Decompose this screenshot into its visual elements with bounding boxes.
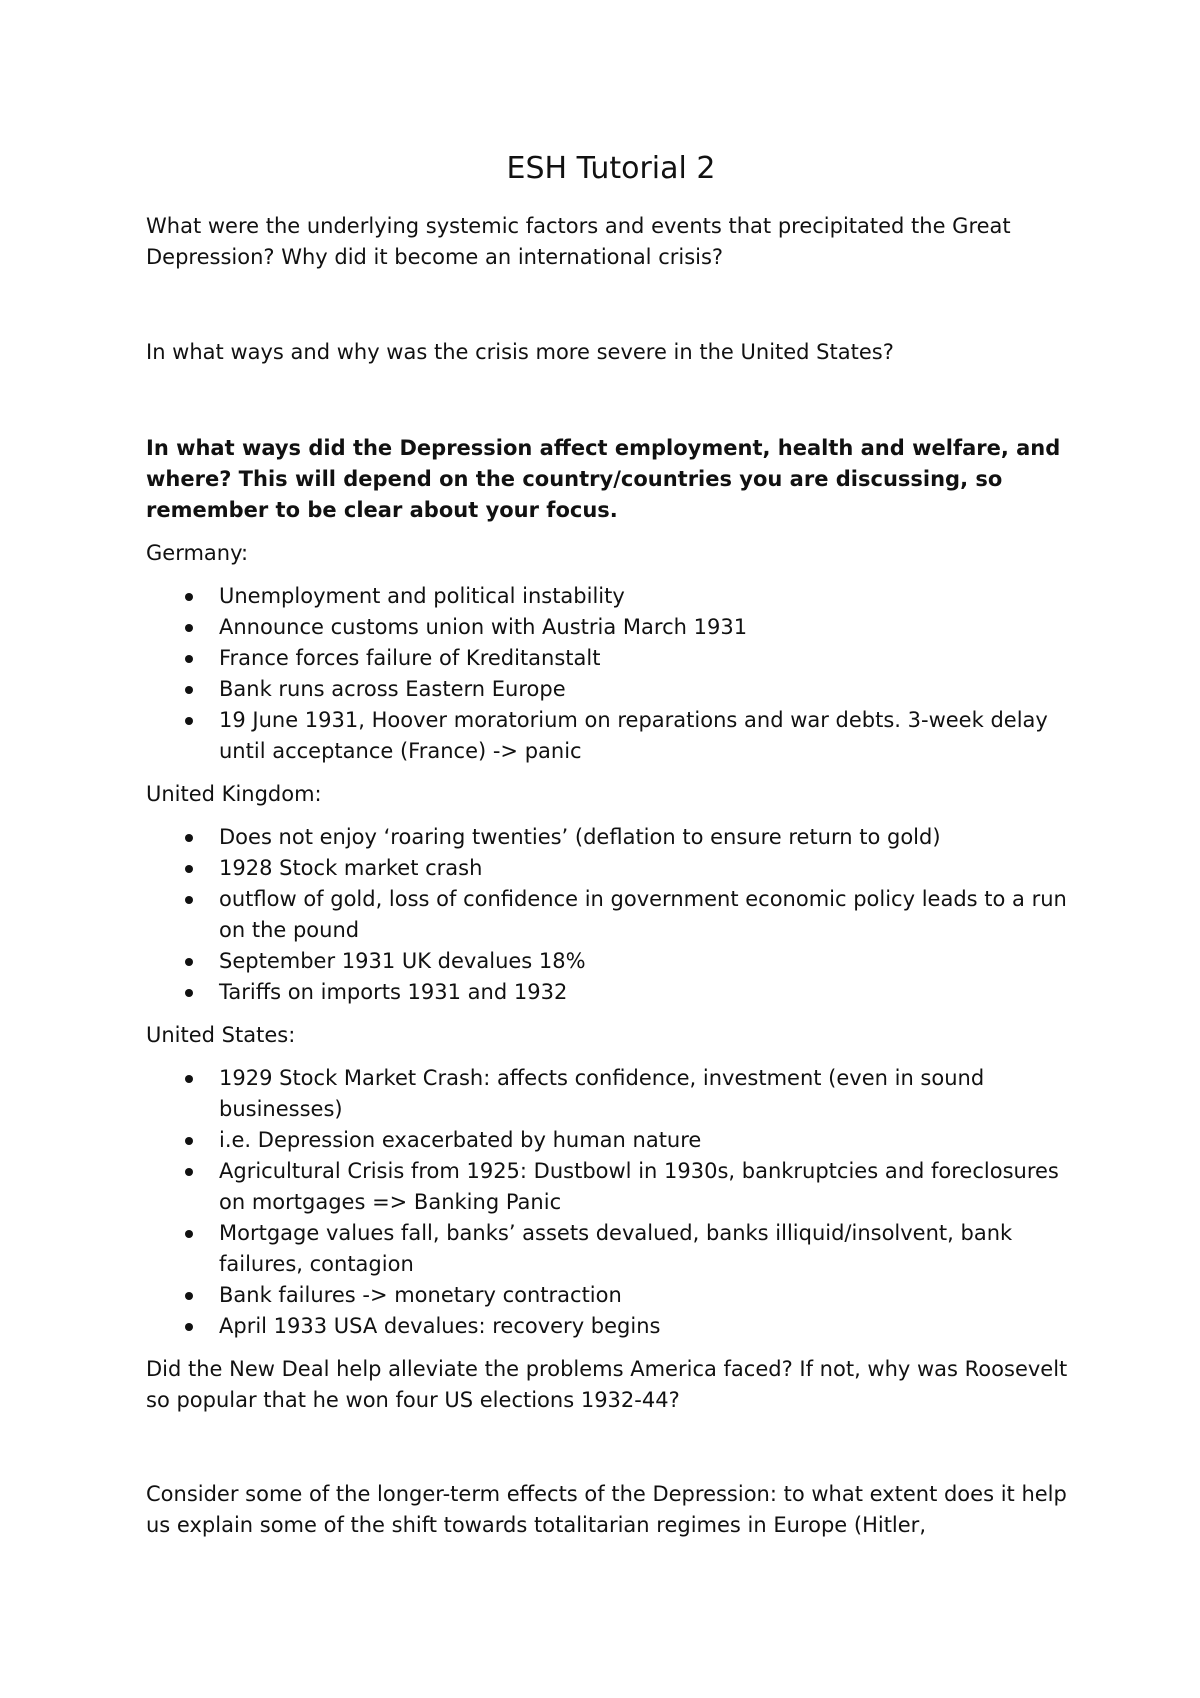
question-1: What were the underlying systemic factors and events that precipitated the Great Depression? Why did it become an international crisis?	[146, 214, 1011, 269]
list-item: April 1933 USA devalues: recovery begins	[219, 1311, 1076, 1342]
list-item: Does not enjoy ‘roaring twenties’ (deflation to ensure return to gold)	[219, 822, 1076, 853]
list-item: 1928 Stock market crash	[219, 853, 1076, 884]
list-item: September 1931 UK devalues 18%	[219, 946, 1076, 977]
bullet-list-germany	[146, 581, 1076, 767]
question-5: Consider some of the longer-term effects of the Depression: to what extent does it help us explain some of the shift towards totalitarian regimes in Europe (Hitler,	[146, 1482, 1067, 1537]
list-item: France forces failure of Kreditanstalt	[219, 643, 1076, 674]
section-label-united-kingdom: United Kingdom:	[146, 782, 322, 806]
section-label-germany: Germany:	[146, 541, 249, 565]
list-item: outflow of gold, loss of confidence in government economic policy leads to a run on the pound	[219, 884, 1076, 946]
bullet-list-united-kingdom	[146, 822, 1076, 1008]
list-item: Bank failures -> monetary contraction	[219, 1280, 1076, 1311]
bullet-list-united-states	[146, 1063, 1076, 1342]
list-item: Agricultural Crisis from 1925: Dustbowl in 1930s, bankruptcies and foreclosures on mortgages => Banking Panic	[219, 1156, 1076, 1218]
list-item: 1929 Stock Market Crash: affects confidence, investment (even in sound businesses)	[219, 1063, 1076, 1125]
question-3: In what ways did the Depression affect employment, health and welfare, and where? This will depend on the country/countries you are discussing, so remember to be clear about your focus.	[146, 436, 1061, 522]
section-label-united-states: United States:	[146, 1023, 296, 1047]
list-item: Bank runs across Eastern Europe	[219, 674, 1076, 705]
question-4: Did the New Deal help alleviate the problems America faced? If not, why was Roosevelt so popular that he won four US elections 1932-44?	[146, 1357, 1068, 1412]
list-item: Tariffs on imports 1931 and 1932	[219, 977, 1076, 1008]
list-item: 19 June 1931, Hoover moratorium on reparations and war debts. 3-week delay until acceptance (France) -> panic	[219, 705, 1076, 767]
document-body	[146, 138, 1076, 1541]
list-item: Unemployment and political instability	[219, 581, 1076, 612]
list-item: Mortgage values fall, banks’ assets devalued, banks illiquid/insolvent, bank failures, contagion	[219, 1218, 1076, 1280]
list-item: i.e. Depression exacerbated by human nature	[219, 1125, 1076, 1156]
page-title: ESH Tutorial 2	[506, 151, 716, 186]
question-2: In what ways and why was the crisis more severe in the United States?	[146, 340, 894, 364]
list-item: Announce customs union with Austria March 1931	[219, 612, 1076, 643]
